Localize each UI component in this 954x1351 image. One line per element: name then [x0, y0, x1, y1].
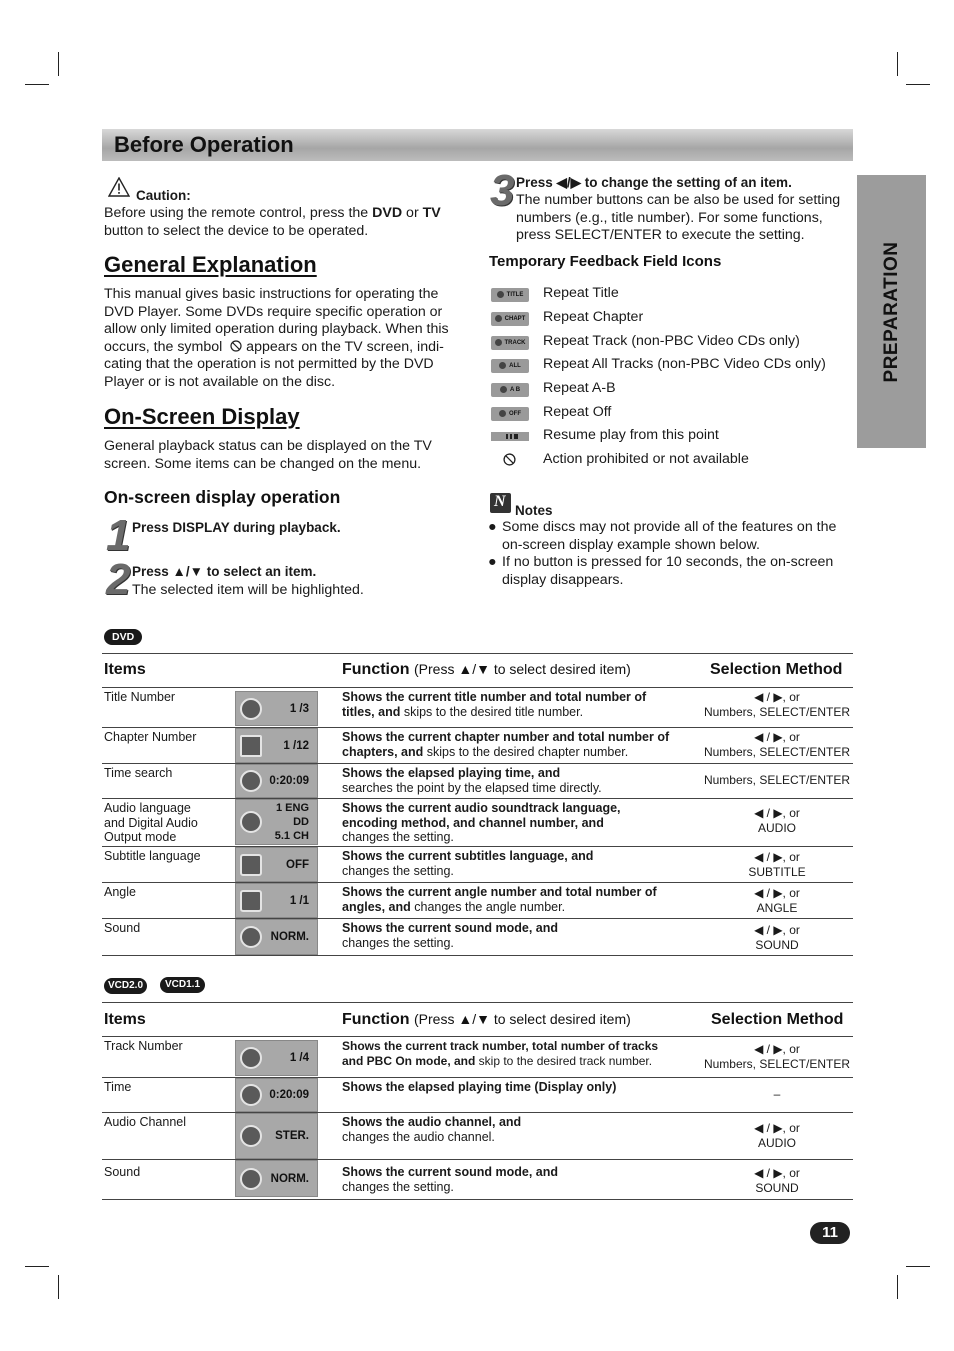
osd-time-search: 0:20:09: [235, 764, 318, 798]
osd-time: 0:20:09: [235, 1078, 318, 1112]
feedback-label: Repeat A-B: [543, 380, 616, 396]
osd-sound: NORM.: [235, 1160, 318, 1197]
col-header-selection: Selection Method: [711, 1011, 844, 1028]
page-title: Before Operation: [114, 132, 294, 157]
disc-icon: [240, 698, 262, 720]
crop-mark: [58, 1275, 59, 1299]
osd-chapter-number: 1 /12: [235, 728, 318, 763]
repeat-track-icon: TRACK: [491, 336, 529, 350]
side-tab: [857, 175, 926, 448]
step-number-1: 1: [106, 511, 131, 560]
caution-text-1: Before using the remote control, press the DVD or TV: [104, 205, 441, 221]
general-explanation-text: This manual gives basic instructions for operating the DVD Player. Some DVDs require specific operation or allow only limited operation during playback. When this occurs, the symbol appears on the TV screen, indi- cating that the operation is not permitted by the DVD Player or is not available on the disc.: [104, 286, 449, 390]
onscreen-operation-title: On-screen display operation: [104, 487, 341, 507]
headphones-icon: [240, 811, 262, 833]
repeat-all-icon: ALL: [491, 359, 529, 373]
film-icon: [240, 735, 262, 757]
osd-audio-channel: STER.: [235, 1113, 318, 1159]
vcd-function-table: Items Function (Press ▲/▼ to select desired item) Selection Method Track Number 1 /4 Shows the current track number, total number of tracks and PBC On mode, and skip to the desired track number. ◀ / ▶, or Numbers, SELECT/ENTER Time 0:20:09 Shows the elapsed playing time (Display only) – Audio Channel STER. Shows the audio channel, and changes the audio channel. ◀ / ▶, or AUDIO Sound NORM. Shows the current sound mode, and changes the setting. ◀ / ▶, or SOUND: [102, 1002, 853, 1202]
crop-mark: [906, 1266, 930, 1267]
subtitle-icon: [240, 854, 262, 876]
repeat-title-icon: TITLE: [491, 288, 529, 302]
crop-mark: [25, 84, 49, 85]
step-2-subtext: The selected item will be highlighted.: [132, 582, 364, 598]
col-header-items: Items: [104, 1011, 146, 1028]
caution-text-2: button to select the device to be operated.: [104, 223, 369, 239]
osd-sound: NORM.: [235, 919, 318, 955]
onscreen-display-title: On-Screen Display: [104, 404, 300, 429]
notes-label: Notes: [515, 503, 553, 518]
osd-track-number: 1 /4: [235, 1040, 318, 1076]
disc-icon: [240, 1047, 262, 1069]
camera-icon: [240, 890, 262, 912]
feedback-icons-title: Temporary Feedback Field Icons: [489, 253, 722, 270]
vcd20-badge: VCD2.0: [104, 978, 147, 994]
general-explanation-title: General Explanation: [104, 252, 317, 277]
feedback-label: Repeat All Tracks (non-PBC Video CDs only): [543, 356, 826, 372]
crop-mark: [897, 52, 898, 76]
headphones-icon: [240, 1125, 262, 1147]
step-number-3: 3: [490, 166, 515, 215]
repeat-off-icon: OFF: [491, 407, 529, 421]
notes-icon: N: [490, 493, 511, 513]
step-3-text: Press ◀/▶ to change the setting of an item.: [516, 175, 792, 190]
page-number: 11: [810, 1222, 850, 1244]
feedback-label: Repeat Chapter: [543, 309, 644, 325]
clock-icon: [240, 770, 262, 792]
crop-mark: [906, 84, 930, 85]
dvd-function-table: Items Function (Press ▲/▼ to select desired item) Selection Method Title Number 1 /3 Shows the current title number and total number of titles, and skips to the desired title number. ◀ / ▶, or Numbers, SELECT/ENTER Chapter Number 1 /12 Shows the current chapter number and total number of chapters, and skips to the desired chapter number. ◀ / ▶, or Numbers, SELECT/ENTER Time search 0:20:09 Shows the elapsed playing time, and searches the point by the elapsed time directly. Numbers, SELECT/ENTER Audio language and Digital Audio Output mode 1 ENG DD 5.1 CH Shows the current audio soundtrack language, encoding method, and channel number, and changes the setting. ◀ / ▶, or AUDIO Subtitle language OFF Shows the current subtitles language, and changes the setting. ◀ / ▶, or SUBTITLE Angle 1 /1 Shows the current angle number and total number of angles, and changes the angle number. ◀ / ▶, or ANGLE Sound NORM. Shows the current sound mode, and changes the setting. ◀ / ▶, or SOUND: [102, 653, 853, 956]
caution-label: Caution:: [136, 188, 191, 203]
repeat-ab-icon: A B: [491, 383, 529, 397]
prohibited-icon: [230, 340, 242, 352]
feedback-label: Action prohibited or not available: [543, 451, 749, 467]
feedback-label: Repeat Off: [543, 404, 612, 420]
osd-audio: 1 ENG DD 5.1 CH: [235, 799, 318, 845]
step-3-subtext: The number buttons can be also be used for setting numbers (e.g., title number). For some functions, press SELECT/ENTER to execute the setting.: [516, 192, 841, 243]
step-number-2: 2: [106, 555, 131, 604]
side-tab-label: PREPARATION: [880, 241, 902, 382]
dvd-badge: DVD: [104, 629, 142, 645]
osd-title-number: 1 /3: [235, 691, 318, 726]
osd-angle: 1 /1: [235, 883, 318, 918]
feedback-label: Repeat Title: [543, 285, 619, 301]
osd-subtitle: OFF: [235, 847, 318, 882]
prohibited-icon: [503, 453, 516, 466]
crop-mark: [25, 1266, 49, 1267]
step-1-text: Press DISPLAY during playback.: [132, 520, 341, 535]
clock-icon: [240, 1084, 262, 1106]
col-header-selection: Selection Method: [710, 661, 843, 678]
crop-mark: [58, 52, 59, 76]
crop-mark: [897, 1275, 898, 1299]
col-header-function: Function (Press ▲/▼ to select desired item): [342, 661, 631, 678]
repeat-chapter-icon: CHAPT: [491, 312, 529, 326]
feedback-label: Resume play from this point: [543, 427, 719, 443]
speaker-icon: [240, 1168, 262, 1190]
notes-list: ● Some discs may not provide all of the features on the on-screen display example shown below. ● If no button is pressed for 10 seconds, the on-screen display disappears.: [488, 519, 837, 588]
vcd11-badge: VCD1.1: [160, 977, 205, 993]
onscreen-display-text: General playback status can be displayed on the TV screen. Some items can be changed on the menu.: [104, 438, 432, 472]
col-header-items: Items: [104, 661, 146, 678]
section-header: [102, 129, 853, 161]
step-2-text: Press ▲/▼ to select an item.: [132, 564, 317, 579]
feedback-label: Repeat Track (non-PBC Video CDs only): [543, 333, 800, 349]
speaker-icon: [240, 926, 262, 948]
resume-icon: [491, 432, 529, 441]
warning-icon: [108, 177, 130, 197]
col-header-function: Function (Press ▲/▼ to select desired item): [342, 1011, 631, 1028]
